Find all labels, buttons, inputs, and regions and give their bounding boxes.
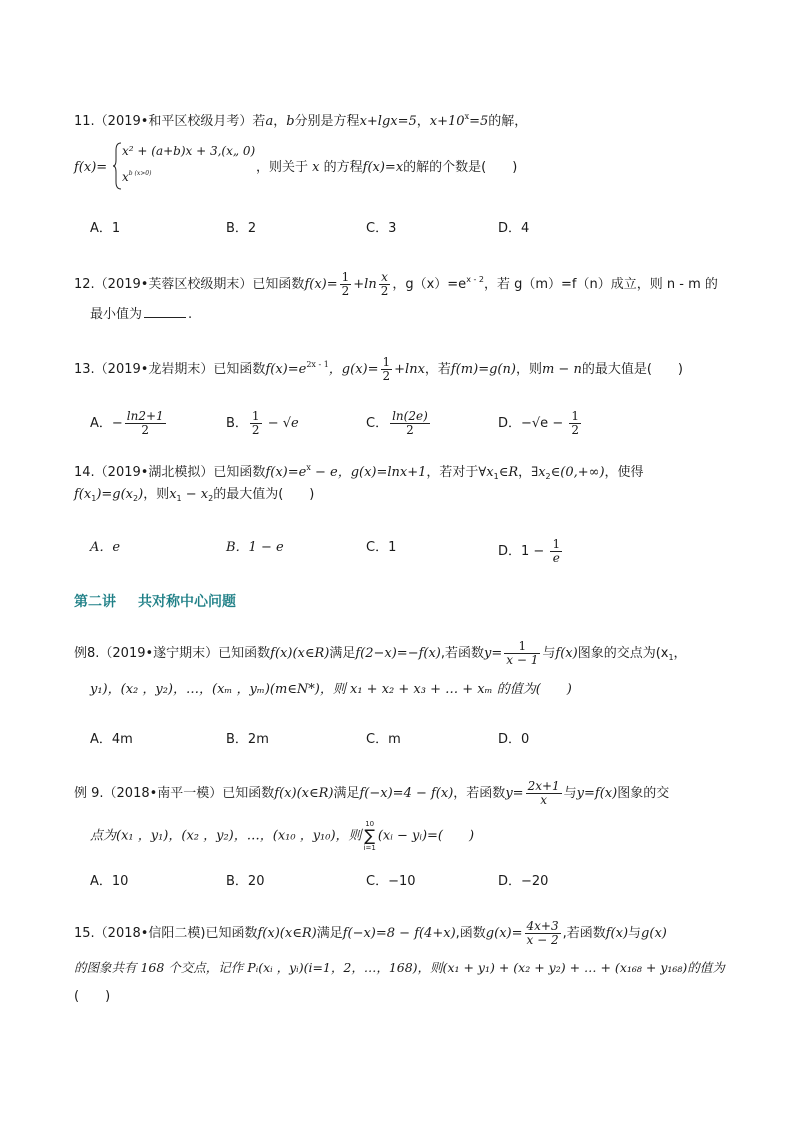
q15-den: x − 2 — [526, 933, 559, 947]
q11-sep: ， — [416, 114, 430, 129]
q13-optD-frac — [569, 410, 581, 437]
q14-optD-pre: D．1 − — [498, 544, 549, 559]
ex8-line2: y₁)，(x₂ ，y₂)，…，(xₘ ，yₘ)(m∈N*)，则 x₁ + x₂ + x₃ + … + xₘ 的值为( ) — [90, 682, 572, 697]
q13-rest1: ，若 — [424, 362, 451, 377]
q14-option-c[interactable] — [366, 538, 396, 558]
section-heading — [74, 591, 236, 611]
q13-rest2: ，则 — [515, 362, 542, 377]
q11-eq2-rest: =5 — [469, 114, 489, 129]
q13-lnx: +lnx — [394, 362, 425, 377]
q12-answer-blank[interactable] — [144, 305, 186, 318]
ex9-rest1: 满足 — [333, 786, 360, 801]
ex9-fx: f(x)(x∈R) — [274, 786, 334, 801]
q11-case1: x² + (a+b)x + 3,(x„ 0) — [122, 144, 256, 158]
q11-eq1: x+lgx=5 — [359, 114, 417, 129]
q15-line1 — [74, 920, 667, 947]
q13-fx-sup: 2x - 1 — [306, 360, 329, 369]
q14-rest1: ，若对于 — [426, 465, 479, 480]
q11-var-b: b — [286, 114, 295, 129]
q13-cond: f(m)=g(n) — [450, 362, 516, 377]
q14-line2g: 的最大值为( ) — [213, 487, 315, 502]
ex8-option-d[interactable]: D．0 — [498, 732, 530, 747]
q11-text: 分别是方程 — [294, 114, 360, 129]
ex9-den: x — [540, 793, 547, 807]
ex8-fx2: f(x) — [555, 646, 578, 661]
q15-fx: f(x)(x∈R) — [257, 926, 317, 941]
q11-eqfx: f(x)=x — [362, 160, 404, 175]
ex8-line1 — [74, 640, 687, 668]
q11-case2-base: x — [122, 170, 129, 184]
q14-line2d: ，则 — [143, 487, 170, 502]
q15-frac — [525, 920, 561, 947]
q13-option-d[interactable] — [498, 410, 583, 437]
q14-optD-frac — [550, 538, 562, 565]
ex9-yfx: y=f(x) — [576, 786, 618, 801]
q12-g-sup: x - 2 — [466, 275, 484, 284]
q13-prefix: 13.（2019•龙岩期末）已知函数 — [74, 362, 266, 377]
q14-exists-rest: ∈(0,+∞) — [550, 465, 605, 480]
q11-tail — [256, 158, 517, 178]
q12-x-num: x — [379, 271, 391, 285]
ex9-line2b: (xᵢ − yᵢ)=( ) — [377, 828, 475, 844]
q13-optC-num: ln(2e) — [392, 409, 428, 423]
q14-optC-text: C．1 — [366, 540, 397, 555]
ex9-rest4: 图象的交 — [617, 786, 670, 801]
q14-exists: ∃x — [531, 465, 546, 480]
q12-fx: f(x)= — [304, 277, 338, 292]
q12-prefix: 12.（2019•芙蓉区校级期末）已知函数 — [74, 277, 305, 292]
q13-optB-frac — [250, 410, 262, 437]
q11-var-x: x — [308, 160, 324, 175]
q12-half-den: 2 — [341, 284, 350, 298]
ex9-option-c[interactable]: C．−10 — [366, 874, 416, 889]
ex8-fx: f(x)(x∈R) — [270, 646, 330, 661]
q13-optA-frac — [125, 410, 166, 437]
ex8-y: y= — [484, 646, 503, 661]
q13-option-a[interactable] — [90, 410, 168, 437]
ex8-den: x − 1 — [506, 653, 539, 667]
q13-optB-pre: B． — [226, 416, 248, 431]
ex9-option-b[interactable]: B．20 — [226, 874, 265, 889]
q13-optD-num: 1 — [571, 409, 579, 423]
ex9-line2 — [90, 820, 474, 852]
q14-optD-num: 1 — [552, 537, 561, 551]
ex9-prefix: 例 9.（2018•南平一模）已知函数 — [74, 786, 275, 801]
q13-optA-pre: A．− — [90, 416, 123, 431]
q14-fx-sup: x — [306, 463, 311, 472]
ex9-rest2: ，若函数 — [453, 786, 506, 801]
q11-fx-label — [74, 158, 107, 178]
q15-num: 4x+3 — [526, 919, 559, 933]
q14-forall: ∀x — [478, 465, 494, 480]
q11-option-c[interactable]: C．3 — [366, 221, 397, 236]
ex9-sum-sym: ∑ — [364, 826, 376, 845]
q13-fx: f(x)=e — [265, 362, 307, 377]
ex8-rest3: 与 — [542, 646, 556, 661]
q12-rest: ，若 g（m）=f（n）成立，则 n - m 的 — [483, 277, 718, 292]
ex9-option-d[interactable]: D．−20 — [498, 874, 549, 889]
q13-optA-num: ln2+1 — [126, 409, 164, 423]
q15-prefix: 15.（2018•信阳二模)已知函数 — [74, 926, 258, 941]
ex8-rest4b: ， — [673, 646, 687, 661]
q14-prefix: 14.（2019•湖北模拟）已知函数 — [74, 465, 266, 480]
ex9-line2a: 点为(x₁ ，y₁)，(x₂ ，y₂)，…，(x₁₀ ，y₁₀)，则 — [90, 828, 362, 844]
q11-tail3: 的解的个数是( ) — [403, 160, 518, 175]
ex8-prefix: 例8.（2019•遂宁期末）已知函数 — [74, 646, 271, 661]
q13-optB-num: 1 — [251, 409, 260, 423]
ex8-num: 1 — [504, 640, 540, 654]
q15-rest2: ,函数 — [455, 926, 486, 941]
q13-frac-half — [381, 356, 393, 383]
q14-optB-text: B．1 − e — [226, 540, 284, 555]
q12-frac-x — [379, 271, 391, 298]
ex8-frac — [504, 640, 540, 667]
q11-prefix: 11.（2019•和平区校级月考）若 — [74, 114, 266, 129]
q14-forall-sub: 1 — [493, 472, 499, 481]
q13-optC-den: 2 — [406, 423, 414, 437]
q12-line2b: . — [188, 307, 193, 322]
ex9-num: 2x+1 — [527, 779, 560, 793]
q14-line2: $f(x_1)=g(x_2)$，则$x_1 - x_2$的最大值为( ) — [74, 487, 315, 503]
q14-line2e: x — [169, 487, 177, 502]
ex8-option-b[interactable]: B．2m — [226, 732, 269, 747]
q13-half-num: 1 — [382, 355, 391, 369]
q11-case2 — [122, 170, 151, 184]
q14-option-a[interactable] — [90, 538, 120, 558]
q13-optD-den: 2 — [571, 423, 579, 437]
q13-optD-pre: D．−√e − — [498, 416, 568, 431]
ex9-line1 — [74, 780, 669, 807]
q14-option-b[interactable] — [226, 538, 284, 558]
q14-line2f: − x — [181, 487, 209, 502]
q14-gx: ，g(x)=lnx+1 — [337, 465, 427, 480]
q15-line2: 的图象共有 168 个交点，记作 Pᵢ(xᵢ ，yᵢ)(i=1，2，…，168)，则(x₁ + y₁) + (x₂ + y₂) + … + (x₁₆₈ + y₁₆₈)的值为 — [74, 960, 725, 975]
ex8-option-a[interactable]: A．4m — [90, 732, 133, 747]
q15-cond: f(−x)=8 − f(4+x) — [342, 926, 456, 941]
q13-optC-pre: C． — [366, 416, 389, 431]
q14-optA-text: A．e — [90, 540, 121, 555]
q11-option-b[interactable]: B．2 — [226, 221, 257, 236]
q14-line1: 14.（2019•湖北模拟）已知函数$f(x)=e^x - e$，g(x)=lnx+1，若对于$\forall x_1\in R$，$\exists x_2\in(0,+\infty)$，使得 — [74, 463, 644, 481]
q11-var-a: a — [265, 114, 274, 129]
q14-fx-rest: − e — [310, 465, 338, 480]
q12-line2 — [90, 305, 192, 325]
q13-mn: m − n — [541, 362, 582, 377]
ex9-sum-icon — [364, 820, 376, 852]
q11-eq2-sup: x — [464, 112, 470, 121]
q12-g: ，g（x）=e — [392, 277, 467, 292]
ex9-y: y= — [505, 786, 524, 801]
q13-optC-frac — [390, 410, 430, 437]
q12-x-den: 2 — [380, 284, 389, 298]
q11-option-a[interactable]: A．1 — [90, 221, 121, 236]
ex9-option-a[interactable]: A．10 — [90, 874, 129, 889]
ex9-cond: f(−x)=4 − f(x) — [359, 786, 454, 801]
q11-suffix: 的解， — [488, 114, 528, 129]
q13-line1 — [74, 355, 683, 383]
ex8-rest4-sub: 1 — [668, 653, 674, 662]
ex8-rest4: 图象的交点为(x — [577, 646, 669, 661]
q11-eq2: x+10 — [429, 114, 465, 129]
q15-rest4: 与 — [628, 926, 642, 941]
q15-rest3: ,若函数 — [562, 926, 606, 941]
q14-line2b: )=g(x — [96, 487, 134, 502]
q15-fx2: f(x) — [605, 926, 629, 941]
ex8-cond: f(2−x)=−f(x) — [355, 646, 441, 661]
q13-gx: ，g(x)= — [328, 362, 379, 377]
q14-option-d[interactable] — [498, 538, 564, 565]
q15-rest1: 满足 — [316, 926, 343, 941]
q14-forall-rest: ∈R — [498, 465, 519, 480]
ex8-rest1: 满足 — [329, 646, 356, 661]
q14-optD-den: e — [552, 551, 560, 565]
q14-line2a: f(x — [74, 487, 92, 502]
section-number: 第二讲 — [74, 594, 116, 610]
q11-tail2: 的方程 — [323, 160, 363, 175]
q15-gx: g(x)= — [485, 926, 523, 941]
q12-line1 — [74, 270, 718, 298]
ex8-option-c[interactable]: C．m — [366, 732, 401, 747]
q12-ln: +ln — [353, 277, 377, 292]
q13-option-c[interactable] — [366, 410, 432, 437]
q12-frac-half — [340, 271, 352, 298]
q15-line3: ( ) — [74, 989, 111, 1004]
ex9-sum-top: 10 — [365, 820, 375, 828]
q13-optA-den: 2 — [141, 423, 150, 437]
q14-fx: f(x)=e — [265, 465, 307, 480]
q12-half-num: 1 — [341, 270, 350, 284]
q11-option-d[interactable]: D．4 — [498, 221, 530, 236]
ex9-rest3: 与 — [563, 786, 577, 801]
q13-optB-den: 2 — [251, 423, 260, 437]
q11-line1 — [74, 107, 527, 132]
q11-comma: ， — [273, 114, 287, 129]
ex9-frac — [526, 780, 562, 807]
q14-line2c: ) — [138, 487, 144, 502]
q11-tail1: ，则关于 — [256, 160, 309, 175]
section-title: 共对称中心问题 — [138, 594, 236, 610]
q13-half-den: 2 — [382, 369, 391, 383]
q13-option-b[interactable] — [226, 410, 299, 437]
q11-case2-sup: b (x>0) — [128, 170, 152, 177]
ex9-sum-bot: i=1 — [363, 844, 376, 852]
q14-rest2: ，使得 — [604, 465, 644, 480]
q12-line2a: 最小值为 — [90, 307, 143, 322]
q14-exists-sub: 2 — [545, 472, 551, 481]
q13-optB-post: − √e — [263, 416, 299, 431]
q15-gx2: g(x) — [641, 926, 667, 941]
q13-rest3: 的最大值是( ) — [581, 362, 683, 377]
ex8-rest2: ,若函数 — [440, 646, 485, 661]
q11-fx: f(x)= — [74, 160, 108, 175]
